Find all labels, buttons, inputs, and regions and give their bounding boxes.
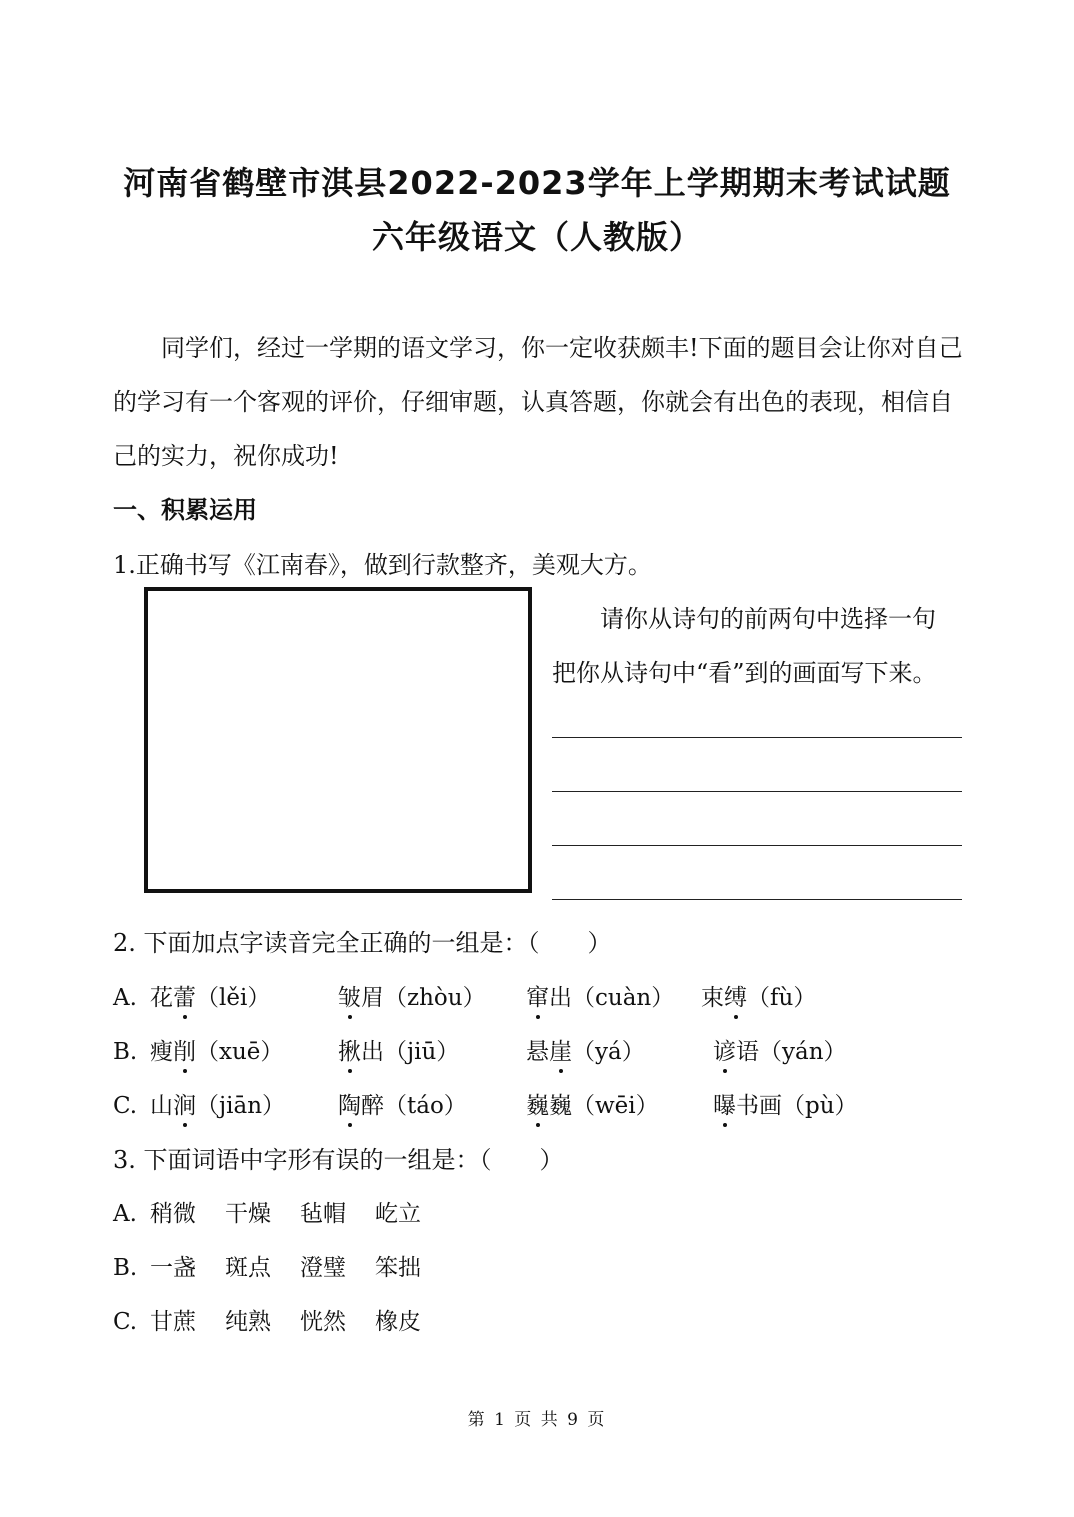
dotted-char: 陶 [338, 1093, 361, 1119]
option-item [150, 1091, 285, 1121]
item-pinyin: （yán） [759, 1039, 847, 1065]
item-pinyin: （zhòu） [384, 985, 486, 1011]
item-pinyin: （xuē） [196, 1039, 284, 1065]
item-pinyin: （wēi） [572, 1093, 659, 1119]
item-pre: 束 [701, 985, 724, 1011]
word: 一盏 [150, 1255, 196, 1281]
item-pre: 山 [150, 1093, 173, 1119]
option-item [150, 1037, 283, 1067]
item-pinyin: （pù） [782, 1093, 858, 1119]
title-line-2: 六年级语文（人教版） [371, 218, 702, 256]
item-post: 眉 [361, 985, 384, 1011]
answer-line-4[interactable] [552, 899, 962, 900]
answer-line-1[interactable] [552, 737, 962, 738]
word: 斑点 [225, 1255, 271, 1281]
option-item [713, 1091, 858, 1121]
q1-prompt: 1.正确书写《江南春》，做到行款整齐，美观大方。 [113, 551, 652, 579]
word: 纯熟 [225, 1309, 271, 1335]
item-pinyin: （yá） [572, 1039, 645, 1065]
dotted-char: 涧 [173, 1093, 196, 1119]
option-item [338, 1091, 467, 1121]
dotted-char: 曝 [713, 1093, 736, 1119]
item-post: 书画 [736, 1093, 782, 1119]
word: 干燥 [225, 1201, 271, 1227]
dotted-char: 缚 [724, 985, 747, 1011]
item-pinyin: （jiū） [384, 1039, 460, 1065]
answer-line-3[interactable] [552, 845, 962, 846]
writing-box[interactable] [144, 587, 532, 893]
option-label: B. [113, 1039, 138, 1065]
q3-prompt: 3. 下面词语中字形有误的一组是：（ ） [113, 1146, 564, 1174]
dotted-char: 皱 [338, 985, 361, 1011]
word: 笨拙 [375, 1255, 421, 1281]
q1-side-line1: 请你从诗句的前两句中选择一句 [600, 605, 936, 633]
word: 恍然 [300, 1309, 346, 1335]
title-line-1: 河南省鹤壁市淇县2022-2023学年上学期期末考试试题 [123, 164, 951, 202]
dotted-char: 揪 [338, 1039, 361, 1065]
item-post: 醉 [361, 1093, 384, 1119]
option-label: A. [113, 1201, 137, 1227]
section-heading: 一、积累运用 [113, 496, 257, 524]
dotted-char: 巍 [526, 1093, 549, 1119]
item-pinyin: （fù） [747, 985, 817, 1011]
item-pinyin: （jiān） [196, 1093, 286, 1119]
word: 屹立 [375, 1201, 421, 1227]
dotted-char: 窜 [526, 985, 549, 1011]
option-item [526, 1037, 645, 1067]
item-post: 出 [549, 985, 572, 1011]
option-item [150, 983, 270, 1013]
option-item [701, 983, 816, 1013]
item-post: 出 [361, 1039, 384, 1065]
option-item [338, 983, 486, 1013]
option-item [338, 1037, 459, 1067]
item-pre: 花 [150, 985, 173, 1011]
item-pinyin: （lěi） [196, 985, 271, 1011]
item-post: 巍 [549, 1093, 572, 1119]
item-post: 语 [736, 1039, 759, 1065]
word: 橡皮 [375, 1309, 421, 1335]
dotted-char: 蕾 [173, 985, 196, 1011]
item-pinyin: （cuàn） [572, 985, 675, 1011]
option-label: C. [113, 1093, 138, 1119]
word: 甘蔗 [150, 1309, 196, 1335]
page-footer: 第 1 页 共 9 页 [467, 1410, 607, 1430]
q2-prompt: 2. 下面加点字读音完全正确的一组是：（ ） [113, 929, 612, 957]
answer-line-2[interactable] [552, 791, 962, 792]
option-item [713, 1037, 847, 1067]
option-item [526, 1091, 659, 1121]
word: 稍微 [150, 1201, 196, 1227]
q1-side-line2: 把你从诗句中“看”到的画面写下来。 [552, 659, 937, 687]
item-pinyin: （táo） [384, 1093, 467, 1119]
option-label: A. [113, 985, 137, 1011]
option-label: C. [113, 1309, 138, 1335]
option-label: B. [113, 1255, 138, 1281]
word: 澄璧 [300, 1255, 346, 1281]
option-item [526, 983, 674, 1013]
dotted-char: 谚 [713, 1039, 736, 1065]
word: 毡帽 [300, 1201, 346, 1227]
item-pre: 悬 [526, 1039, 549, 1065]
dotted-char: 削 [173, 1039, 196, 1065]
dotted-char: 崖 [549, 1039, 572, 1065]
intro-paragraph: 同学们，经过一学期的语文学习，你一定收获颇丰!下面的题目会让你对自己的学习有一个客观的评价，仔细审题，认真答题，你就会有出色的表现，相信自己的实力，祝你成功! [113, 334, 963, 470]
item-pre: 瘦 [150, 1039, 173, 1065]
